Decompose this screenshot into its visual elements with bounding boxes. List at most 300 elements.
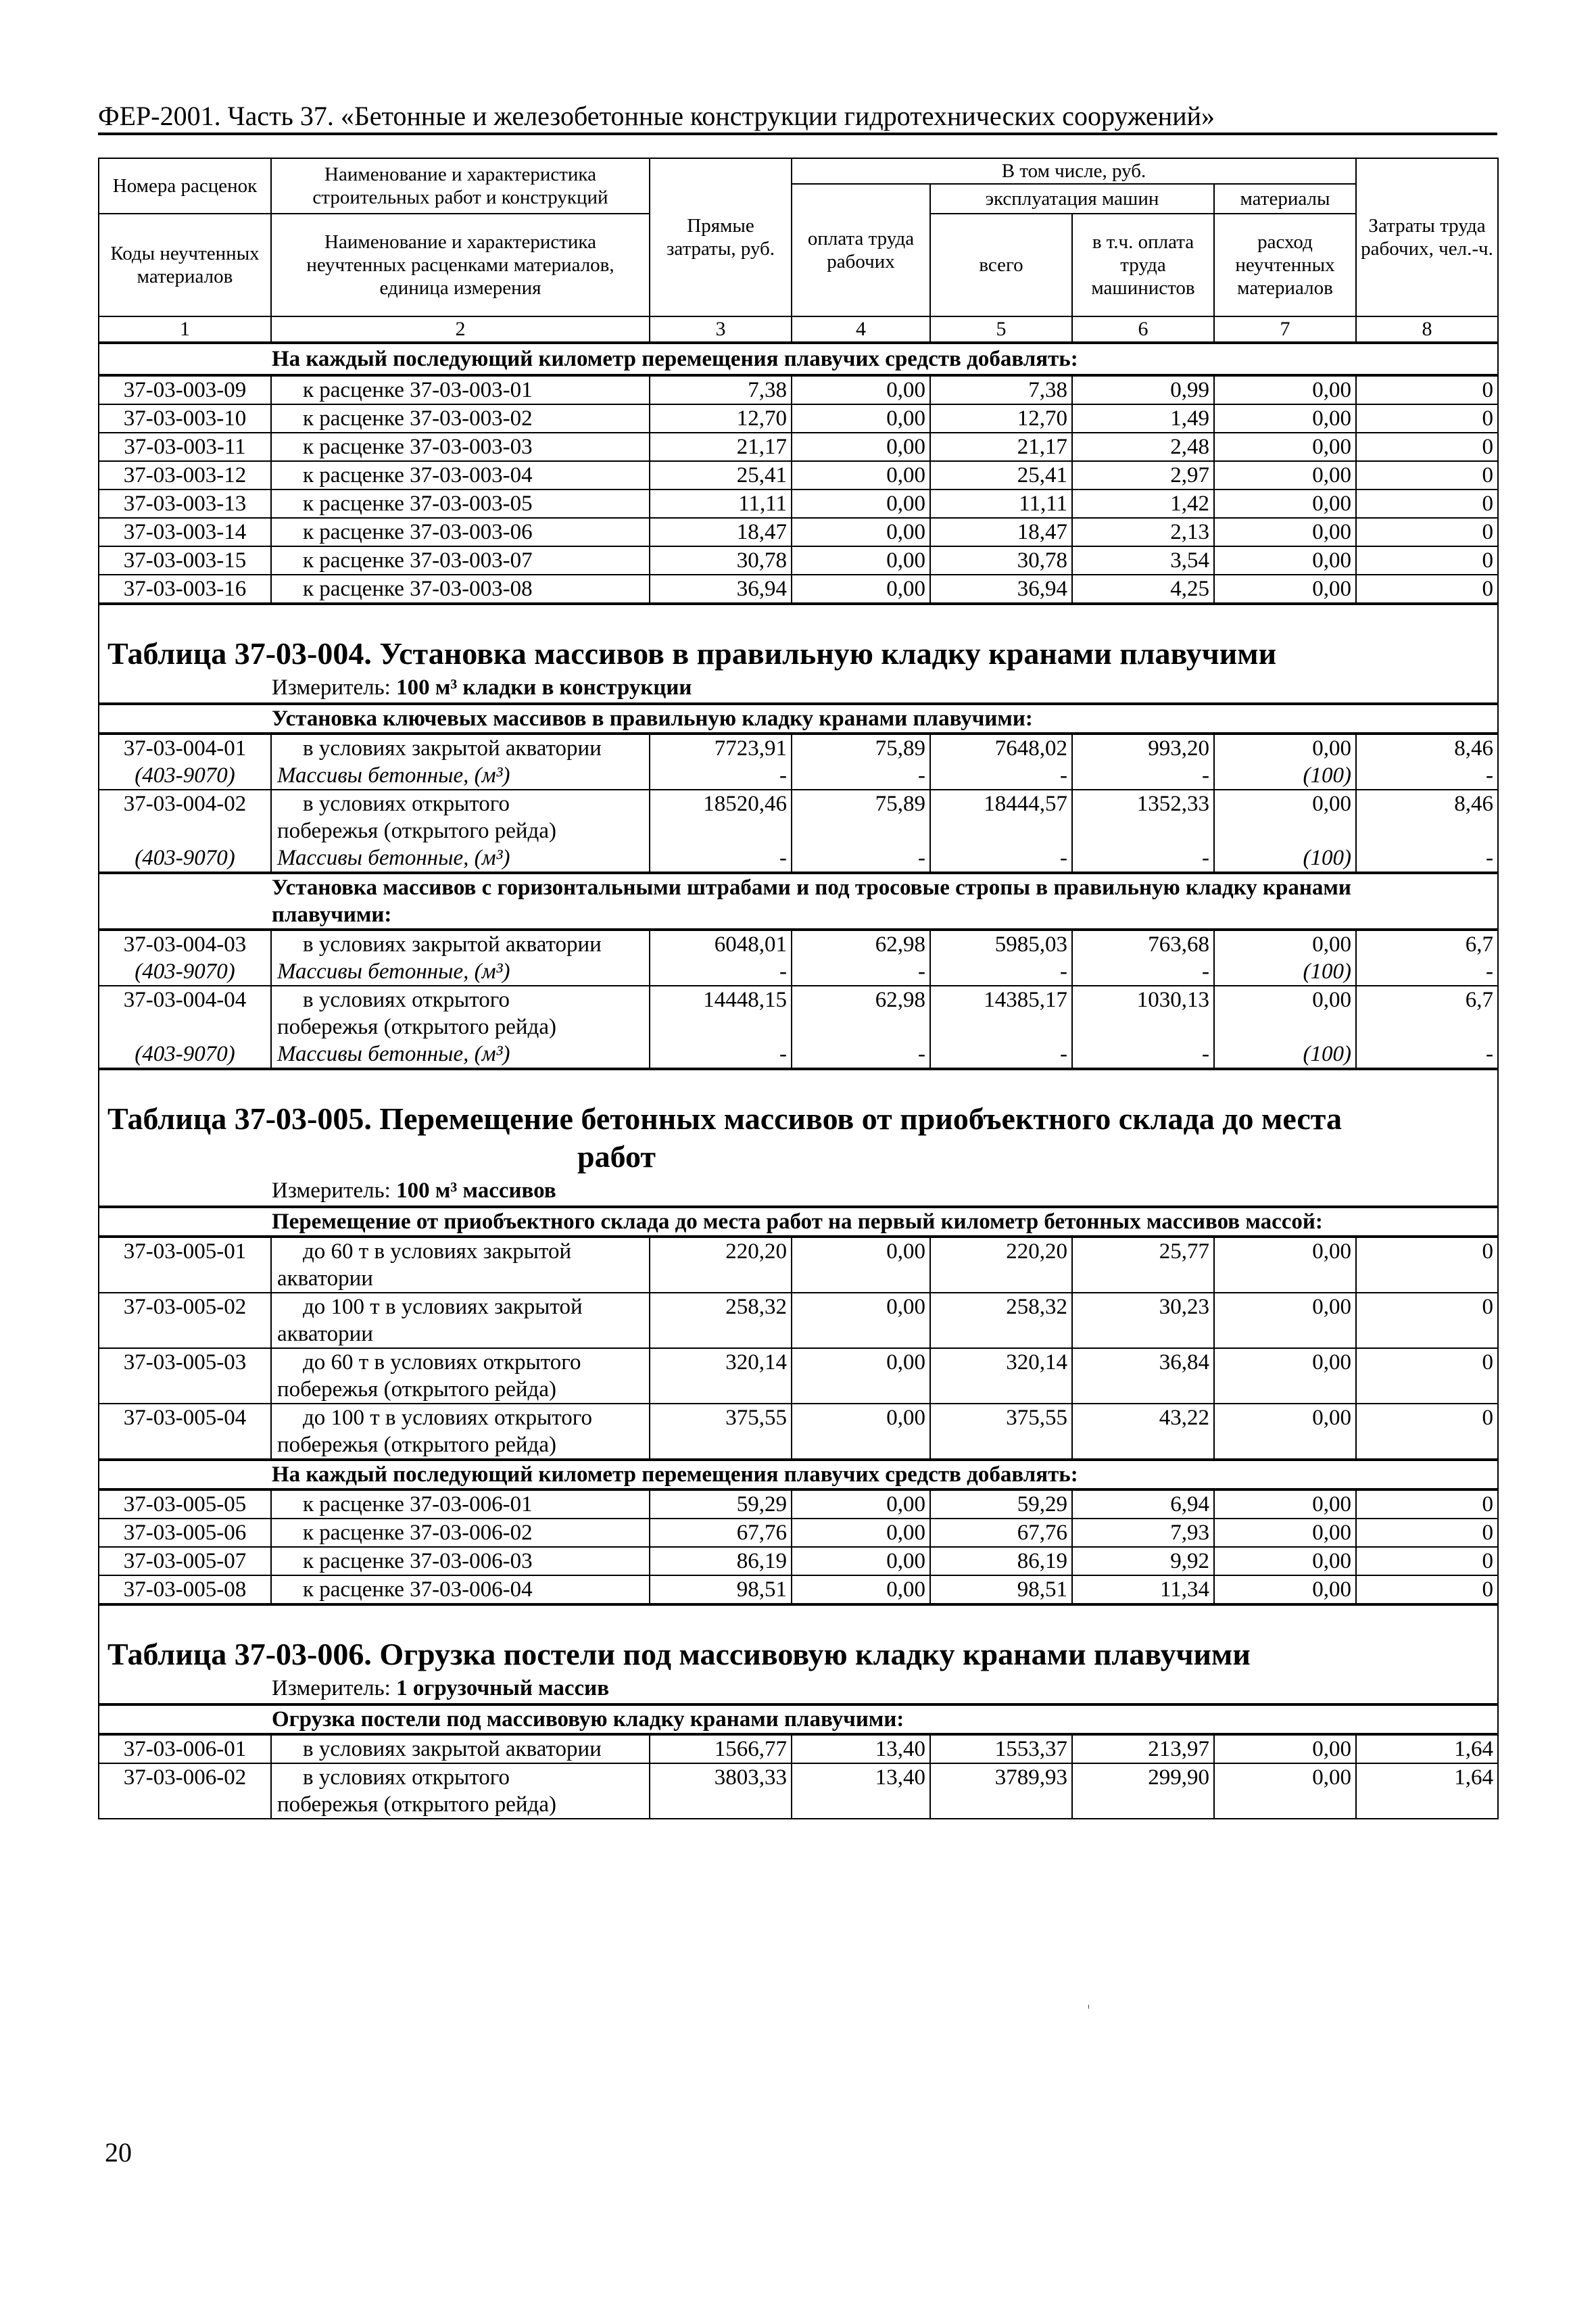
material-value-m6: - <box>1072 1041 1214 1069</box>
rate-code: 37-03-004-02 <box>99 790 271 844</box>
value-c4: 0,00 <box>792 518 930 546</box>
value-c7: 0,00 <box>1214 1519 1356 1547</box>
work-name-line1: к расценке 37-03-003-02 <box>303 406 533 431</box>
rate-code: 37-03-003-11 <box>99 433 271 461</box>
rate-code: 37-03-004-04 <box>99 986 271 1041</box>
value-c3: 12,70 <box>650 404 792 433</box>
value-c6: 1352,33 <box>1072 790 1214 844</box>
value-c5: 3789,93 <box>930 1763 1072 1819</box>
measure-label: Измеритель: <box>272 1676 391 1700</box>
value-c5: 7,38 <box>930 375 1072 404</box>
value-c3: 7723,91 <box>650 734 792 762</box>
value-c6: 25,77 <box>1072 1237 1214 1293</box>
value-c5: 1553,37 <box>930 1734 1072 1763</box>
work-name <box>271 1404 650 1460</box>
table-row <box>99 490 1498 518</box>
value-c7: 0,00 <box>1214 546 1356 575</box>
value-c8: 0 <box>1356 404 1498 433</box>
work-name-line1: в условиях закрытой акватории <box>303 736 602 761</box>
material-value-m4: - <box>792 1041 930 1069</box>
value-c6: 213,97 <box>1072 1734 1214 1763</box>
value-c4: 13,40 <box>792 1734 930 1763</box>
material-value-m4: - <box>792 958 930 986</box>
column-number: 3 <box>650 316 792 343</box>
table-row <box>99 1404 1498 1460</box>
value-c3: 25,41 <box>650 461 792 490</box>
material-value-m5: - <box>930 844 1072 873</box>
work-name <box>271 1547 650 1575</box>
table-row <box>99 790 1498 844</box>
material-code: (403-9070) <box>99 762 271 790</box>
table-row <box>99 433 1498 461</box>
value-c8: 0 <box>1356 1348 1498 1404</box>
work-name-line1: к расценке 37-03-003-08 <box>303 577 533 601</box>
value-c8: 8,46 <box>1356 790 1498 844</box>
table-row <box>99 986 1498 1041</box>
table-row <box>99 461 1498 490</box>
value-c8: 8,46 <box>1356 734 1498 762</box>
value-c7: 0,00 <box>1214 986 1356 1041</box>
value-c8: 0 <box>1356 490 1498 518</box>
value-c6: 299,90 <box>1072 1763 1214 1819</box>
value-c3: 30,78 <box>650 546 792 575</box>
section-header-row <box>99 343 1498 375</box>
work-name <box>271 433 650 461</box>
material-value-m6: - <box>1072 762 1214 790</box>
material-value-m3: - <box>650 1041 792 1069</box>
value-c6: 3,54 <box>1072 546 1214 575</box>
value-c5: 25,41 <box>930 461 1072 490</box>
value-c4: 0,00 <box>792 546 930 575</box>
value-c6: 4,25 <box>1072 575 1214 604</box>
work-name <box>271 1575 650 1604</box>
section-header-row <box>99 704 1498 734</box>
value-c5: 14385,17 <box>930 986 1072 1041</box>
measure-label: Измеритель: <box>272 675 391 700</box>
column-numbers-row <box>99 316 1498 343</box>
material-row <box>99 844 1498 873</box>
value-c7: 0,00 <box>1214 790 1356 844</box>
table-title-line1: Таблица 37-03-005. Перемещение бетонных массивов от приобъектного склада до места <box>107 1101 1342 1136</box>
material-row <box>99 958 1498 986</box>
work-name <box>271 546 650 575</box>
header-col8: Затраты труда рабочих, чел.-ч. <box>1356 158 1498 316</box>
value-c8: 6,7 <box>1356 930 1498 958</box>
work-name-line2: акватории <box>277 1266 373 1291</box>
value-c6: 36,84 <box>1072 1348 1214 1404</box>
work-name-line1: к расценке 37-03-003-06 <box>303 520 533 544</box>
rate-code: 37-03-005-04 <box>99 1404 271 1460</box>
table-row <box>99 1734 1498 1763</box>
table-003-rows <box>99 375 1498 604</box>
header-col2-bottom: Наименование и характеристика неучтенных расценками материалов, единица измерения <box>271 214 650 316</box>
value-c4: 0,00 <box>792 1489 930 1519</box>
rate-code: 37-03-003-13 <box>99 490 271 518</box>
value-c4: 0,00 <box>792 1404 930 1460</box>
header-col1-bottom: Коды неучтенных материалов <box>99 214 271 316</box>
work-name-line1: к расценке 37-03-006-04 <box>303 1577 533 1602</box>
value-c4: 0,00 <box>792 461 930 490</box>
material-value-m3: - <box>650 762 792 790</box>
work-name-line1: к расценке 37-03-003-05 <box>303 492 533 516</box>
measure-value: 100 м³ массивов <box>396 1178 556 1203</box>
work-name-line2: побережья (открытого рейда) <box>277 1377 556 1402</box>
material-name: Массивы бетонные, (м³) <box>271 844 650 873</box>
value-c6: 2,13 <box>1072 518 1214 546</box>
work-name-line2: побережья (открытого рейда) <box>277 1015 556 1039</box>
rate-code: 37-03-005-02 <box>99 1293 271 1348</box>
value-c4: 0,00 <box>792 404 930 433</box>
value-c7: 0,00 <box>1214 490 1356 518</box>
value-c8: 0 <box>1356 575 1498 604</box>
value-c6: 2,48 <box>1072 433 1214 461</box>
column-number: 7 <box>1214 316 1356 343</box>
value-c3: 14448,15 <box>650 986 792 1041</box>
value-c6: 9,92 <box>1072 1547 1214 1575</box>
rate-code: 37-03-003-10 <box>99 404 271 433</box>
rate-code: 37-03-005-08 <box>99 1575 271 1604</box>
header-group-materials: материалы <box>1214 184 1356 214</box>
rate-code: 37-03-004-01 <box>99 734 271 762</box>
rate-code: 37-03-005-07 <box>99 1547 271 1575</box>
section-title: Установка ключевых массивов в правильную кладку кранами плавучими: <box>99 704 1498 734</box>
header-col1-top: Номера расценок <box>99 158 271 214</box>
measure-label: Измеритель: <box>272 1178 391 1203</box>
value-c3: 320,14 <box>650 1348 792 1404</box>
material-code: (403-9070) <box>99 958 271 986</box>
value-c6: 1030,13 <box>1072 986 1214 1041</box>
work-name-line1: в условиях открытого <box>303 792 510 816</box>
value-c8: 6,7 <box>1356 986 1498 1041</box>
table-row <box>99 1237 1498 1293</box>
value-c7: 0,00 <box>1214 1348 1356 1404</box>
value-c7: 0,00 <box>1214 734 1356 762</box>
work-name <box>271 518 650 546</box>
value-c8: 0 <box>1356 1519 1498 1547</box>
material-name: Массивы бетонные, (м³) <box>271 958 650 986</box>
table-row <box>99 930 1498 958</box>
work-name <box>271 1237 650 1293</box>
table-row <box>99 1763 1498 1819</box>
measure-value: 100 м³ кладки в конструкции <box>396 675 692 700</box>
header-row-1 <box>99 158 1498 184</box>
section-title: Установка массивов с горизонтальными штрабами и под тросовые стропы в правильную кладку кранами плавучими: <box>99 873 1498 930</box>
value-c7: 0,00 <box>1214 1489 1356 1519</box>
value-c7: 0,00 <box>1214 1763 1356 1819</box>
table-title-row <box>99 1604 1498 1704</box>
rate-code: 37-03-006-02 <box>99 1763 271 1819</box>
work-name-line1: к расценке 37-03-003-04 <box>303 463 533 487</box>
value-c3: 59,29 <box>650 1489 792 1519</box>
value-c4: 0,00 <box>792 433 930 461</box>
table-row <box>99 1348 1498 1404</box>
table-005-rows-first-km <box>99 1237 1498 1460</box>
value-c5: 30,78 <box>930 546 1072 575</box>
rate-code: 37-03-003-15 <box>99 546 271 575</box>
value-c4: 0,00 <box>792 1348 930 1404</box>
rate-code: 37-03-006-01 <box>99 1734 271 1763</box>
table-004-rows-a <box>99 734 1498 873</box>
value-c7: 0,00 <box>1214 575 1356 604</box>
value-c7: 0,00 <box>1214 375 1356 404</box>
table-row <box>99 1293 1498 1348</box>
material-value-m4: - <box>792 762 930 790</box>
work-name <box>271 1519 650 1547</box>
measure-line <box>107 1176 1489 1206</box>
value-c3: 11,11 <box>650 490 792 518</box>
section-header-row <box>99 1704 1498 1734</box>
table-title: Таблица 37-03-004. Установка массивов в правильную кладку кранами плавучими <box>107 636 1277 671</box>
material-value-m8: - <box>1356 762 1498 790</box>
work-name <box>271 404 650 433</box>
work-name <box>271 461 650 490</box>
header-group-machines: эксплуатация машин <box>930 184 1214 214</box>
material-name: Массивы бетонные, (м³) <box>271 762 650 790</box>
value-c7: 0,00 <box>1214 433 1356 461</box>
work-name-line1: к расценке 37-03-006-02 <box>303 1521 533 1545</box>
value-c3: 21,17 <box>650 433 792 461</box>
column-number: 5 <box>930 316 1072 343</box>
table-row <box>99 1575 1498 1604</box>
work-name <box>271 375 650 404</box>
value-c7: 0,00 <box>1214 1734 1356 1763</box>
table-row <box>99 375 1498 404</box>
work-name-line1: в условиях открытого <box>303 988 510 1012</box>
section-title: Перемещение от приобъектного склада до места работ на первый километр бетонных массивов массой: <box>99 1207 1498 1237</box>
value-c3: 86,19 <box>650 1547 792 1575</box>
value-c8: 0 <box>1356 1237 1498 1293</box>
value-c4: 0,00 <box>792 575 930 604</box>
material-row <box>99 762 1498 790</box>
value-c4: 0,00 <box>792 375 930 404</box>
section-header-row <box>99 873 1498 930</box>
value-c8: 0 <box>1356 1404 1498 1460</box>
value-c4: 0,00 <box>792 490 930 518</box>
table-row <box>99 404 1498 433</box>
header-col3: Прямые затраты, руб. <box>650 158 792 316</box>
work-name-line2: акватории <box>277 1322 373 1346</box>
value-c8: 0 <box>1356 1547 1498 1575</box>
value-c7: 0,00 <box>1214 1575 1356 1604</box>
value-c3: 36,94 <box>650 575 792 604</box>
work-name <box>271 1734 650 1763</box>
value-c3: 67,76 <box>650 1519 792 1547</box>
work-name-line1: к расценке 37-03-006-01 <box>303 1492 533 1517</box>
value-c4: 0,00 <box>792 1237 930 1293</box>
work-name <box>271 1763 650 1819</box>
value-c5: 86,19 <box>930 1547 1072 1575</box>
material-value-m5: - <box>930 1041 1072 1069</box>
section-title: Огрузка постели под массивовую кладку кранами плавучими: <box>99 1704 1498 1734</box>
value-c6: 0,99 <box>1072 375 1214 404</box>
table-row <box>99 734 1498 762</box>
measure-line <box>107 673 1489 702</box>
value-c7: 0,00 <box>1214 1293 1356 1348</box>
value-c5: 7648,02 <box>930 734 1072 762</box>
value-c8: 0 <box>1356 518 1498 546</box>
scan-artifact <box>1088 2005 1089 2009</box>
work-name-line1: в условиях закрытой акватории <box>303 932 602 957</box>
value-c7: 0,00 <box>1214 930 1356 958</box>
value-c3: 375,55 <box>650 1404 792 1460</box>
value-c8: 1,64 <box>1356 1734 1498 1763</box>
measure-value: 1 огрузочный массив <box>396 1676 610 1700</box>
header-col4: оплата труда рабочих <box>792 184 930 316</box>
value-c4: 75,89 <box>792 790 930 844</box>
rate-code: 37-03-004-03 <box>99 930 271 958</box>
column-number: 6 <box>1072 316 1214 343</box>
value-c4: 0,00 <box>792 1519 930 1547</box>
value-c3: 7,38 <box>650 375 792 404</box>
document-body <box>98 158 1497 1819</box>
section-title: На каждый последующий километр перемещения плавучих средств добавлять: <box>99 343 1498 375</box>
value-c3: 98,51 <box>650 1575 792 1604</box>
measure-line <box>107 1673 1489 1703</box>
value-c6: 6,94 <box>1072 1489 1214 1519</box>
value-c5: 12,70 <box>930 404 1072 433</box>
value-c5: 59,29 <box>930 1489 1072 1519</box>
value-c4: 0,00 <box>792 1575 930 1604</box>
value-c3: 3803,33 <box>650 1763 792 1819</box>
work-name <box>271 575 650 604</box>
value-c7: 0,00 <box>1214 461 1356 490</box>
material-value-m6: - <box>1072 958 1214 986</box>
work-name <box>271 734 650 762</box>
value-c8: 1,64 <box>1356 1763 1498 1819</box>
value-c6: 43,22 <box>1072 1404 1214 1460</box>
material-value-m4: - <box>792 844 930 873</box>
table-006-rows <box>99 1734 1498 1819</box>
value-c4: 62,98 <box>792 986 930 1041</box>
value-c3: 258,32 <box>650 1293 792 1348</box>
material-value-m7: (100) <box>1214 762 1356 790</box>
value-c4: 75,89 <box>792 734 930 762</box>
value-c7: 0,00 <box>1214 518 1356 546</box>
table-title-row <box>99 604 1498 704</box>
value-c6: 1,42 <box>1072 490 1214 518</box>
work-name <box>271 790 650 844</box>
value-c5: 18444,57 <box>930 790 1072 844</box>
material-value-m7: (100) <box>1214 844 1356 873</box>
value-c8: 0 <box>1356 461 1498 490</box>
table-row <box>99 518 1498 546</box>
work-name-line1: в условиях открытого <box>303 1765 510 1790</box>
material-value-m8: - <box>1356 844 1498 873</box>
work-name-line2: побережья (открытого рейда) <box>277 1792 556 1817</box>
material-code: (403-9070) <box>99 1041 271 1069</box>
rate-code: 37-03-005-03 <box>99 1348 271 1404</box>
work-name <box>271 490 650 518</box>
header-col6: в т.ч. оплата труда машинистов <box>1072 214 1214 316</box>
material-value-m7: (100) <box>1214 958 1356 986</box>
work-name-line1: в условиях закрытой акватории <box>303 1737 602 1761</box>
section-header-row <box>99 1460 1498 1489</box>
header-group-including: В том числе, руб. <box>792 158 1356 184</box>
value-c6: 1,49 <box>1072 404 1214 433</box>
value-c5: 5985,03 <box>930 930 1072 958</box>
table-title: Таблица 37-03-006. Огрузка постели под массивовую кладку кранами плавучими <box>107 1637 1251 1671</box>
page-number: 20 <box>105 2137 132 2168</box>
material-value-m5: - <box>930 958 1072 986</box>
value-c6: 763,68 <box>1072 930 1214 958</box>
value-c6: 30,23 <box>1072 1293 1214 1348</box>
table-title <box>107 1070 1489 1176</box>
value-c5: 258,32 <box>930 1293 1072 1348</box>
work-name-line1: до 100 т в условиях открытого <box>303 1406 592 1430</box>
table-row <box>99 546 1498 575</box>
work-name <box>271 986 650 1041</box>
work-name-line2: побережья (открытого рейда) <box>277 1433 556 1457</box>
value-c6: 2,97 <box>1072 461 1214 490</box>
material-value-m6: - <box>1072 844 1214 873</box>
rate-code: 37-03-003-16 <box>99 575 271 604</box>
table-005-rows-each-km <box>99 1489 1498 1604</box>
value-c4: 13,40 <box>792 1763 930 1819</box>
value-c3: 18520,46 <box>650 790 792 844</box>
table-row <box>99 1519 1498 1547</box>
value-c5: 67,76 <box>930 1519 1072 1547</box>
value-c5: 18,47 <box>930 518 1072 546</box>
value-c3: 220,20 <box>650 1237 792 1293</box>
column-number: 1 <box>99 316 271 343</box>
table-title-row <box>99 1069 1498 1207</box>
value-c6: 993,20 <box>1072 734 1214 762</box>
work-name <box>271 1489 650 1519</box>
material-row <box>99 1041 1498 1069</box>
work-name-line1: до 60 т в условиях открытого <box>303 1350 581 1375</box>
section-title: На каждый последующий километр перемещения плавучих средств добавлять: <box>99 1460 1498 1489</box>
value-c6: 7,93 <box>1072 1519 1214 1547</box>
value-c4: 62,98 <box>792 930 930 958</box>
value-c5: 11,11 <box>930 490 1072 518</box>
value-c7: 0,00 <box>1214 1547 1356 1575</box>
work-name-line1: до 60 т в условиях закрытой <box>303 1239 572 1264</box>
material-name: Массивы бетонные, (м³) <box>271 1041 650 1069</box>
value-c8: 0 <box>1356 546 1498 575</box>
material-value-m8: - <box>1356 1041 1498 1069</box>
rate-code: 37-03-005-01 <box>99 1237 271 1293</box>
material-value-m3: - <box>650 958 792 986</box>
work-name-line1: к расценке 37-03-003-03 <box>303 435 533 459</box>
value-c8: 0 <box>1356 1293 1498 1348</box>
table-row <box>99 1547 1498 1575</box>
value-c5: 21,17 <box>930 433 1072 461</box>
column-number: 4 <box>792 316 930 343</box>
header-col7: расход неучтенных материалов <box>1214 214 1356 316</box>
value-c7: 0,00 <box>1214 1404 1356 1460</box>
header-col2-top: Наименование и характеристика строительных работ и конструкций <box>271 158 650 214</box>
value-c4: 0,00 <box>792 1293 930 1348</box>
value-c8: 0 <box>1356 1489 1498 1519</box>
value-c3: 1566,77 <box>650 1734 792 1763</box>
work-name-line1: к расценке 37-03-006-03 <box>303 1549 533 1573</box>
table-title-line2: работ <box>577 1139 656 1174</box>
value-c5: 375,55 <box>930 1404 1072 1460</box>
work-name-line1: к расценке 37-03-003-07 <box>303 548 533 573</box>
value-c8: 0 <box>1356 433 1498 461</box>
table-004-rows-b <box>99 930 1498 1069</box>
rate-code: 37-03-003-12 <box>99 461 271 490</box>
header-col5: всего <box>930 214 1072 316</box>
column-number: 2 <box>271 316 650 343</box>
work-name-line1: к расценке 37-03-003-01 <box>303 378 533 402</box>
value-c5: 320,14 <box>930 1348 1072 1404</box>
value-c5: 36,94 <box>930 575 1072 604</box>
section-header-row <box>99 1207 1498 1237</box>
material-value-m7: (100) <box>1214 1041 1356 1069</box>
rate-code: 37-03-005-06 <box>99 1519 271 1547</box>
value-c4: 0,00 <box>792 1547 930 1575</box>
